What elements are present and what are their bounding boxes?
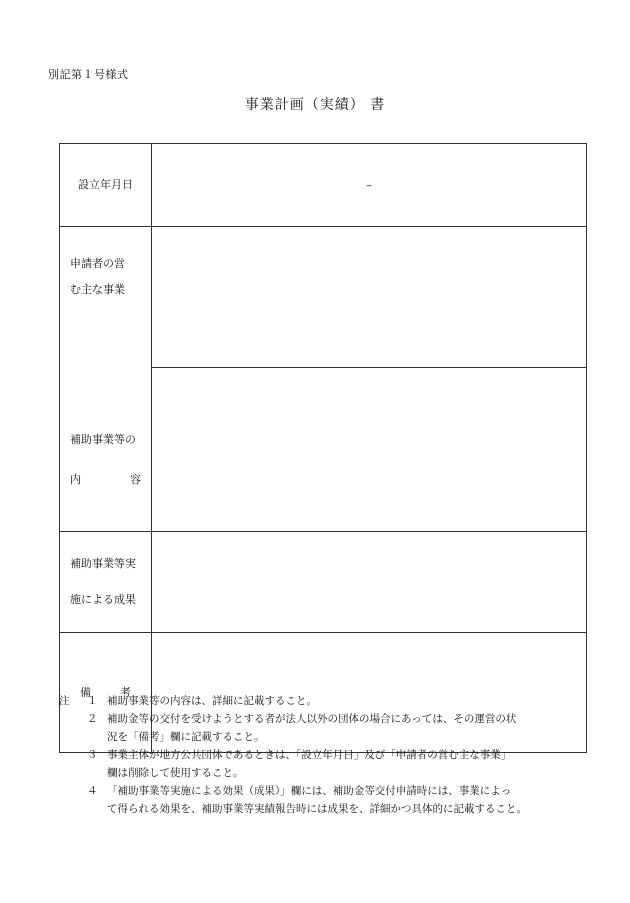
note-item-1 bbox=[59, 692, 599, 710]
field-project-content[interactable] bbox=[152, 367, 587, 531]
note-text-line2: 況を「備考」欄に記載すること。 bbox=[107, 731, 265, 743]
label-remarks-char2: 考 bbox=[120, 685, 131, 699]
note-text-line1: 補助事業等の内容は、詳細に記載すること。 bbox=[107, 695, 317, 707]
notes-section bbox=[59, 692, 599, 818]
label-project-results-line2: 施による成果 bbox=[70, 593, 136, 606]
label-project-results-line1: 補助事業等実 bbox=[70, 557, 136, 570]
field-establishment-date[interactable] bbox=[152, 144, 587, 227]
label-project-content bbox=[70, 427, 141, 493]
label-project-content-line2 bbox=[70, 467, 141, 493]
note-number: ３ bbox=[87, 749, 98, 761]
note-item-2 bbox=[59, 710, 599, 746]
notes-head: 注 bbox=[59, 695, 70, 707]
label-main-business-and-content bbox=[60, 227, 152, 532]
label-main-business-line2: む主な事業 bbox=[70, 283, 125, 296]
establishment-date-value: – bbox=[366, 178, 372, 192]
form-number: 別記第１号様式 bbox=[48, 68, 129, 81]
note-text-line2: て得られる効果を、補助事業等実績報告時には成果を、詳細かつ具体的に記載すること。 bbox=[107, 803, 527, 815]
label-project-content-char1: 内 bbox=[70, 473, 81, 486]
note-text-line1: 事業主体が地方公共団体であるときは、「設立年月日」及び「申請者の営む主な事業」 bbox=[107, 749, 512, 761]
row-establishment-date bbox=[60, 144, 587, 227]
note-item-3 bbox=[59, 746, 599, 782]
label-main-business bbox=[70, 251, 141, 303]
note-number: ４ bbox=[87, 785, 98, 797]
note-number: １ bbox=[87, 695, 98, 707]
field-project-results[interactable] bbox=[152, 532, 587, 633]
note-text-line2: 欄は削除して使用すること。 bbox=[107, 767, 244, 779]
label-main-business-line1: 申請者の営 bbox=[70, 257, 125, 270]
row-main-business bbox=[60, 227, 587, 368]
document-title: 事業計画（実績） 書 bbox=[244, 97, 386, 113]
label-project-content-char2: 容 bbox=[130, 473, 141, 486]
label-establishment-date bbox=[60, 144, 152, 227]
label-project-content-line1: 補助事業等の bbox=[70, 433, 136, 446]
note-text-line1: 補助金等の交付を受けようとする者が法人以外の団体の場合にあっては、その運営の状 bbox=[107, 713, 517, 725]
label-establishment-date-text: 設立年月日 bbox=[78, 178, 133, 191]
note-number: ２ bbox=[87, 713, 98, 725]
row-project-results bbox=[60, 532, 587, 633]
label-project-results bbox=[60, 532, 152, 633]
project-plan-table bbox=[59, 143, 587, 753]
field-main-business[interactable] bbox=[152, 227, 587, 368]
label-remarks-char1: 備 bbox=[80, 685, 91, 699]
note-text-line1: 「補助事業等実施による効果（成果）」欄には、補助金等交付申請時には、事業によっ bbox=[107, 785, 512, 797]
note-item-4 bbox=[59, 782, 599, 818]
